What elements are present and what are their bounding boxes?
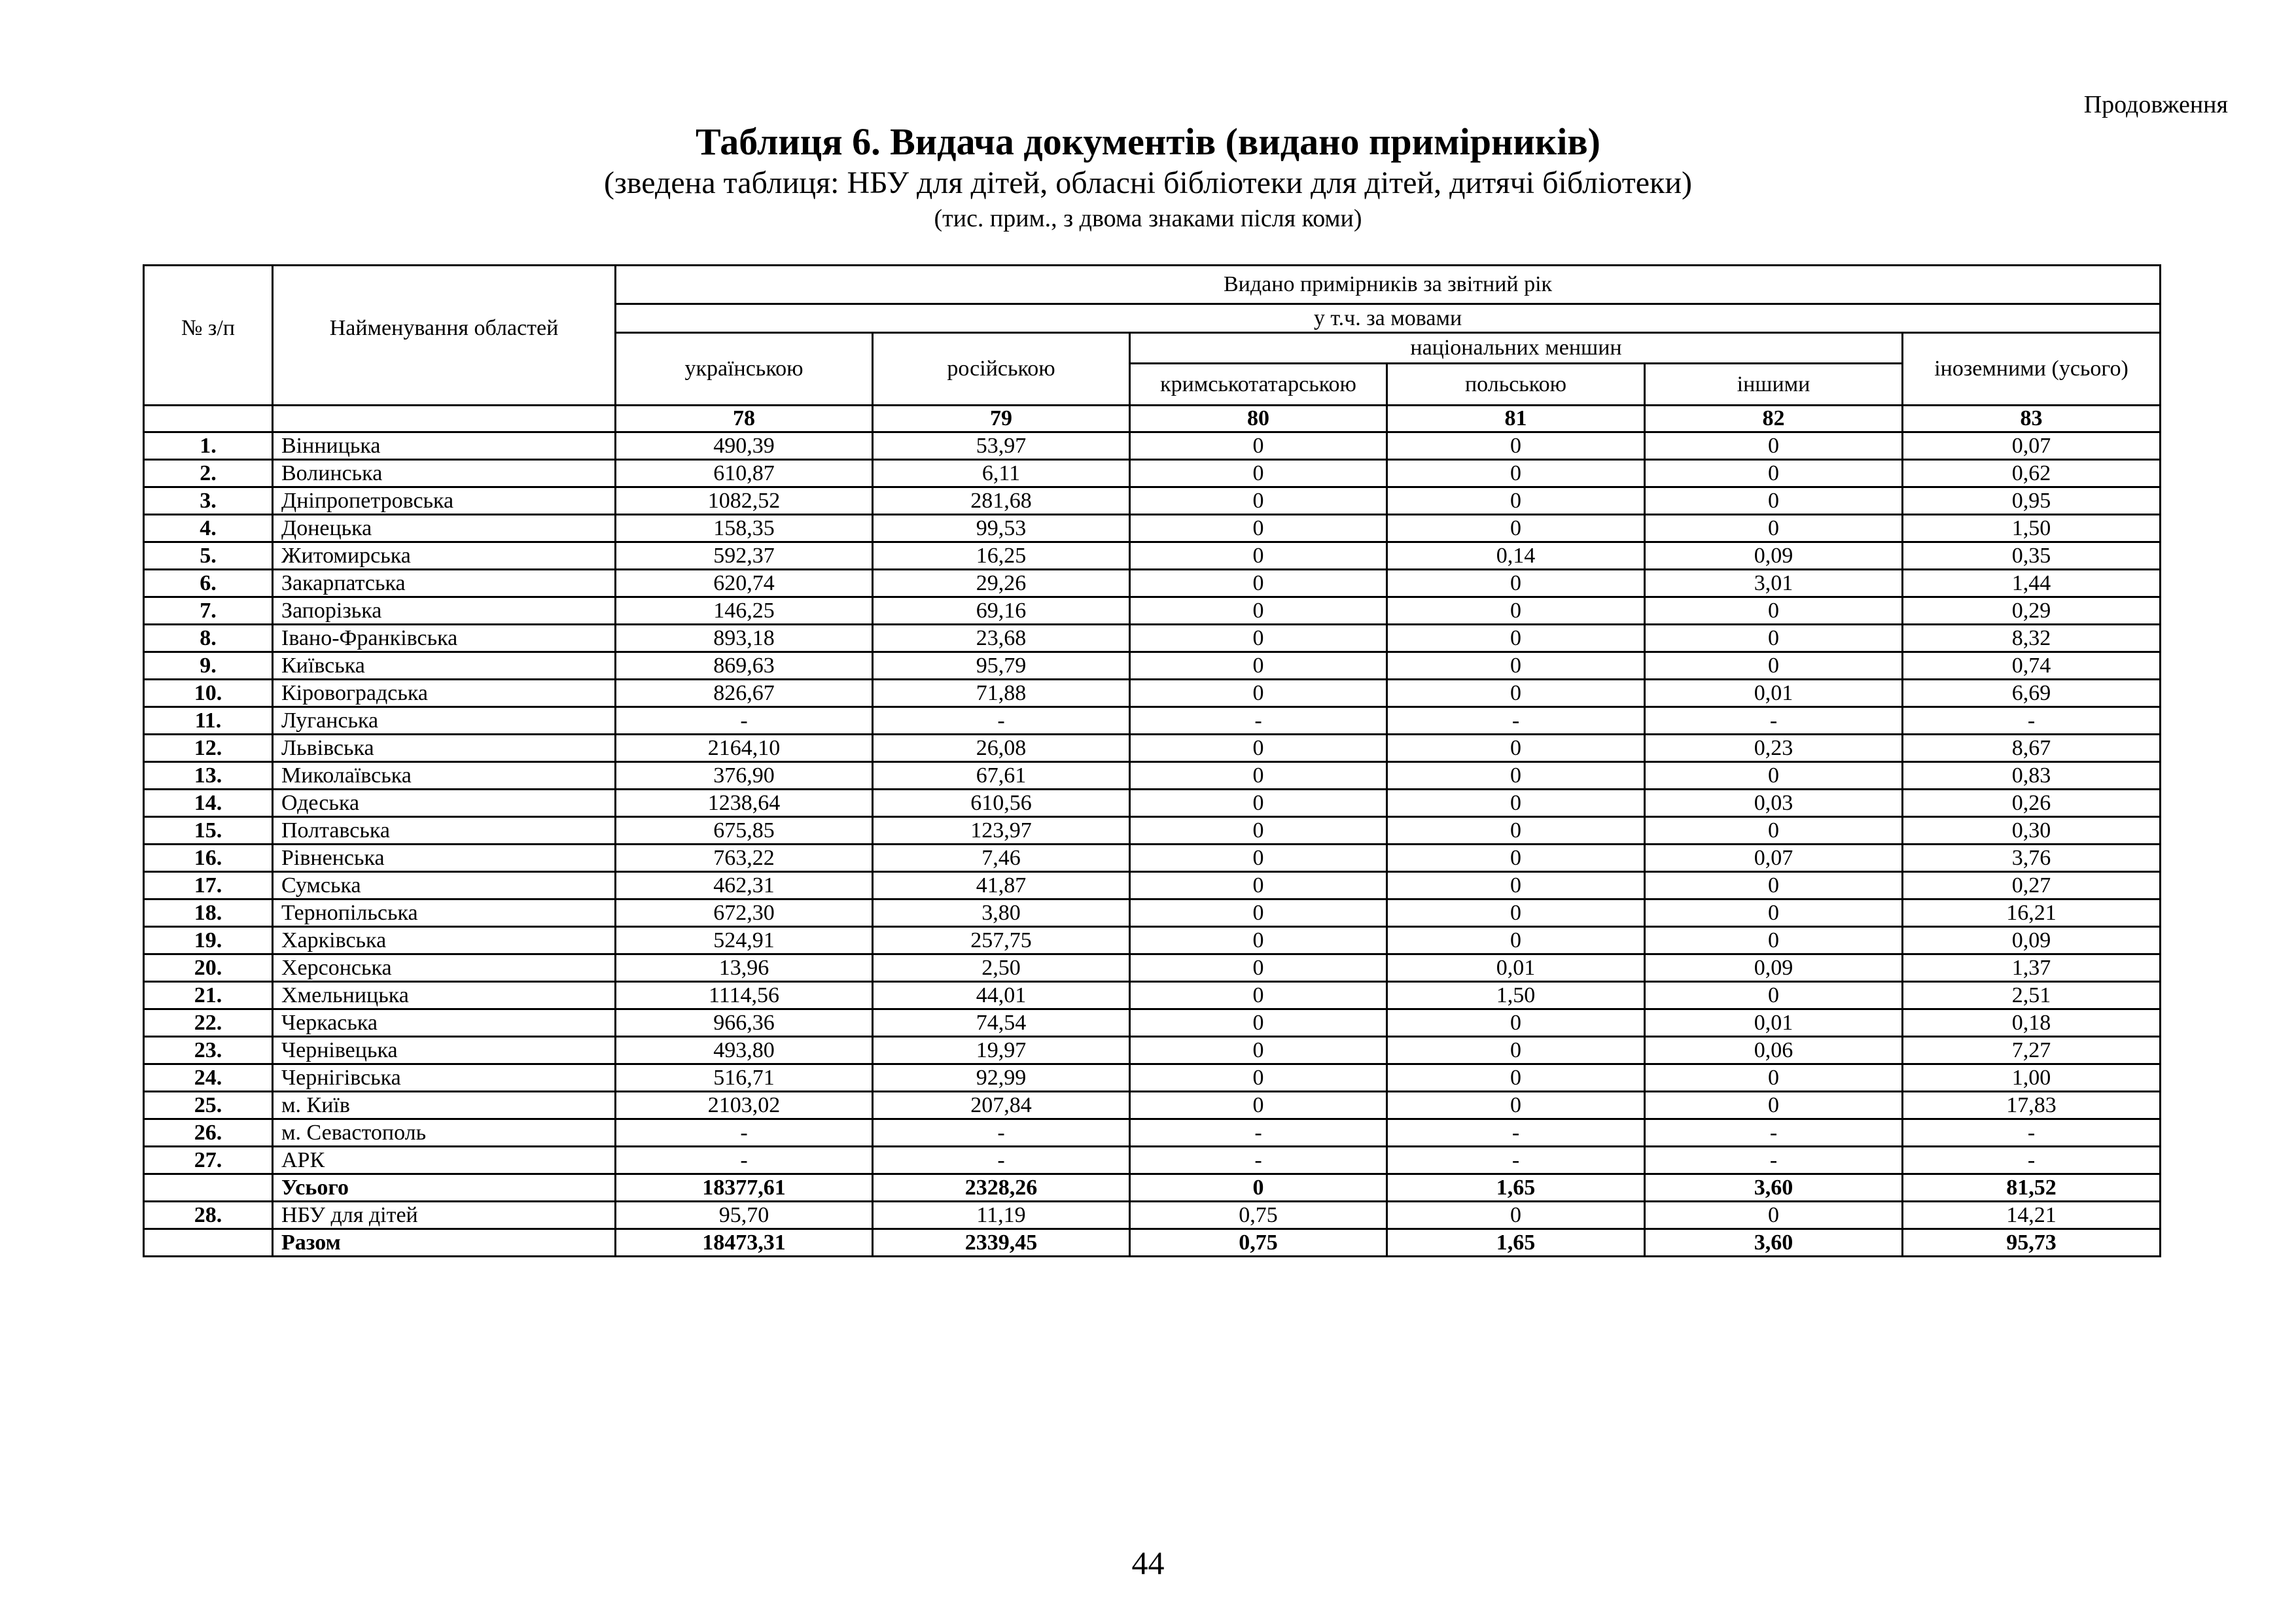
value-cell: 0: [1130, 680, 1387, 707]
value-cell: -: [1387, 707, 1645, 735]
value-cell: 620,74: [616, 570, 873, 597]
table-row: [144, 432, 2161, 460]
value-cell: 2339,45: [873, 1229, 1130, 1257]
value-cell: 0,09: [1645, 954, 1903, 982]
value-cell: 610,56: [873, 790, 1130, 817]
value-cell: 2328,26: [873, 1174, 1130, 1202]
value-cell: 7,46: [873, 845, 1130, 872]
value-cell: 0: [1387, 1092, 1645, 1119]
value-cell: 869,63: [616, 652, 873, 680]
value-cell: 675,85: [616, 817, 873, 845]
value-cell: 0: [1645, 1092, 1903, 1119]
value-cell: 281,68: [873, 487, 1130, 515]
value-cell: 672,30: [616, 899, 873, 927]
value-cell: 490,39: [616, 432, 873, 460]
region-name: НБУ для дітей: [273, 1202, 616, 1229]
region-name: Дніпропетровська: [273, 487, 616, 515]
value-cell: 0: [1645, 515, 1903, 542]
value-cell: 123,97: [873, 817, 1130, 845]
value-cell: 0: [1387, 1064, 1645, 1092]
table-row: [144, 652, 2161, 680]
value-cell: 8,32: [1903, 625, 2161, 652]
row-number: [144, 1174, 273, 1202]
header-crimean-tatar: кримськотатарською: [1130, 364, 1387, 406]
value-cell: 1,44: [1903, 570, 2161, 597]
value-cell: 0,29: [1903, 597, 2161, 625]
value-cell: 1,50: [1903, 515, 2161, 542]
value-cell: 763,22: [616, 845, 873, 872]
table-row: [144, 597, 2161, 625]
value-cell: -: [873, 707, 1130, 735]
region-name: Херсонська: [273, 954, 616, 982]
value-cell: 0,95: [1903, 487, 2161, 515]
value-cell: 0: [1387, 872, 1645, 899]
value-cell: 18377,61: [616, 1174, 873, 1202]
value-cell: 158,35: [616, 515, 873, 542]
value-cell: -: [1130, 707, 1387, 735]
value-cell: -: [1645, 1119, 1903, 1147]
row-number: 13.: [144, 762, 273, 790]
value-cell: 0: [1387, 515, 1645, 542]
region-name: Івано-Франківська: [273, 625, 616, 652]
value-cell: 0,26: [1903, 790, 2161, 817]
table-row: [144, 570, 2161, 597]
value-cell: 0: [1130, 1174, 1387, 1202]
page-number: 44: [1131, 1544, 1165, 1581]
region-name: Запорізька: [273, 597, 616, 625]
table-row: [144, 542, 2161, 570]
value-cell: 1,00: [1903, 1064, 2161, 1092]
header-other: іншими: [1645, 364, 1903, 406]
value-cell: 11,19: [873, 1202, 1130, 1229]
region-name: Полтавська: [273, 817, 616, 845]
header-number: № з/п: [144, 266, 273, 406]
value-cell: 0: [1130, 652, 1387, 680]
region-name: Житомирська: [273, 542, 616, 570]
value-cell: 0: [1130, 817, 1387, 845]
table-row: [144, 845, 2161, 872]
value-cell: 0: [1130, 570, 1387, 597]
value-cell: 2103,02: [616, 1092, 873, 1119]
column-number-blank: [273, 406, 616, 432]
value-cell: 0: [1130, 982, 1387, 1009]
value-cell: 69,16: [873, 597, 1130, 625]
value-cell: 0: [1645, 625, 1903, 652]
value-cell: 0: [1130, 790, 1387, 817]
table-row: [144, 1147, 2161, 1174]
row-number: 14.: [144, 790, 273, 817]
value-cell: -: [1387, 1147, 1645, 1174]
units-note: (тис. прим., з двома знаками після коми): [934, 205, 1362, 232]
row-number: 17.: [144, 872, 273, 899]
value-cell: 0: [1645, 597, 1903, 625]
column-number-blank: [144, 406, 273, 432]
value-cell: 18473,31: [616, 1229, 873, 1257]
row-number: 4.: [144, 515, 273, 542]
value-cell: 0: [1130, 460, 1387, 487]
value-cell: 3,76: [1903, 845, 2161, 872]
table-row: [144, 982, 2161, 1009]
row-number: 7.: [144, 597, 273, 625]
region-name: Кіровоградська: [273, 680, 616, 707]
value-cell: 0: [1387, 845, 1645, 872]
value-cell: 1114,56: [616, 982, 873, 1009]
value-cell: 893,18: [616, 625, 873, 652]
value-cell: 0,62: [1903, 460, 2161, 487]
region-name: Чернігівська: [273, 1064, 616, 1092]
value-cell: 19,97: [873, 1037, 1130, 1064]
value-cell: 0: [1130, 1037, 1387, 1064]
value-cell: 376,90: [616, 762, 873, 790]
value-cell: -: [1903, 1147, 2161, 1174]
value-cell: 0: [1130, 927, 1387, 954]
value-cell: 516,71: [616, 1064, 873, 1092]
value-cell: 0: [1645, 1064, 1903, 1092]
value-cell: 0,14: [1387, 542, 1645, 570]
table-row: [144, 707, 2161, 735]
value-cell: 0: [1645, 899, 1903, 927]
value-cell: 0: [1130, 762, 1387, 790]
value-cell: 0,23: [1645, 735, 1903, 762]
value-cell: 257,75: [873, 927, 1130, 954]
column-number: 82: [1645, 406, 1903, 432]
table-row: [144, 954, 2161, 982]
value-cell: 0,06: [1645, 1037, 1903, 1064]
row-number: 9.: [144, 652, 273, 680]
column-number: 80: [1130, 406, 1387, 432]
column-number: 81: [1387, 406, 1645, 432]
value-cell: 0,18: [1903, 1009, 2161, 1037]
header-foreign: іноземними (усього): [1903, 333, 2161, 406]
table-body: [144, 432, 2161, 1257]
table-row: [144, 817, 2161, 845]
row-number: 8.: [144, 625, 273, 652]
table-row: [144, 1229, 2161, 1257]
value-cell: 146,25: [616, 597, 873, 625]
table-row: [144, 899, 2161, 927]
value-cell: 3,80: [873, 899, 1130, 927]
region-name: Миколаївська: [273, 762, 616, 790]
value-cell: 2,50: [873, 954, 1130, 982]
table-row: [144, 1119, 2161, 1147]
value-cell: 0: [1130, 1009, 1387, 1037]
value-cell: 0: [1645, 872, 1903, 899]
header-russian: російською: [873, 333, 1130, 406]
value-cell: 1,37: [1903, 954, 2161, 982]
row-number: 5.: [144, 542, 273, 570]
row-number: 10.: [144, 680, 273, 707]
row-number: 6.: [144, 570, 273, 597]
value-cell: 0: [1645, 927, 1903, 954]
header-minorities: національних меншин: [1130, 333, 1903, 364]
value-cell: 966,36: [616, 1009, 873, 1037]
region-name: Луганська: [273, 707, 616, 735]
value-cell: 2164,10: [616, 735, 873, 762]
value-cell: -: [873, 1147, 1130, 1174]
header-polish: польською: [1387, 364, 1645, 406]
value-cell: -: [873, 1119, 1130, 1147]
table-subtitle: (зведена таблиця: НБУ для дітей, обласні бібліотеки для дітей, дитячі бібліотеки): [603, 166, 1693, 200]
value-cell: 0: [1130, 542, 1387, 570]
value-cell: 0: [1387, 790, 1645, 817]
value-cell: 17,83: [1903, 1092, 2161, 1119]
value-cell: 14,21: [1903, 1202, 2161, 1229]
row-number: 21.: [144, 982, 273, 1009]
value-cell: 0: [1645, 982, 1903, 1009]
value-cell: 0: [1130, 432, 1387, 460]
row-number: 24.: [144, 1064, 273, 1092]
region-name: Черкаська: [273, 1009, 616, 1037]
value-cell: -: [616, 1147, 873, 1174]
value-cell: 1,65: [1387, 1229, 1645, 1257]
region-name: Вінницька: [273, 432, 616, 460]
column-number: 78: [616, 406, 873, 432]
table-row: [144, 487, 2161, 515]
value-cell: 0: [1130, 625, 1387, 652]
value-cell: 95,79: [873, 652, 1130, 680]
row-number: 2.: [144, 460, 273, 487]
value-cell: -: [616, 707, 873, 735]
value-cell: 0,27: [1903, 872, 2161, 899]
value-cell: 95,73: [1903, 1229, 2161, 1257]
value-cell: 29,26: [873, 570, 1130, 597]
value-cell: 0,09: [1903, 927, 2161, 954]
value-cell: 0: [1387, 652, 1645, 680]
value-cell: 524,91: [616, 927, 873, 954]
region-name: м. Київ: [273, 1092, 616, 1119]
table-row: [144, 1037, 2161, 1064]
value-cell: 0,75: [1130, 1229, 1387, 1257]
value-cell: -: [1645, 707, 1903, 735]
value-cell: 41,87: [873, 872, 1130, 899]
value-cell: 0: [1387, 1202, 1645, 1229]
value-cell: -: [1130, 1147, 1387, 1174]
value-cell: 1238,64: [616, 790, 873, 817]
table-row: [144, 680, 2161, 707]
value-cell: 0: [1387, 570, 1645, 597]
value-cell: 0: [1387, 460, 1645, 487]
value-cell: 0: [1387, 1037, 1645, 1064]
region-name: АРК: [273, 1147, 616, 1174]
value-cell: 3,01: [1645, 570, 1903, 597]
value-cell: 0: [1645, 817, 1903, 845]
value-cell: 0: [1387, 597, 1645, 625]
table-row: [144, 735, 2161, 762]
value-cell: 16,25: [873, 542, 1130, 570]
value-cell: 95,70: [616, 1202, 873, 1229]
value-cell: 0: [1387, 487, 1645, 515]
value-cell: 53,97: [873, 432, 1130, 460]
column-number: 83: [1903, 406, 2161, 432]
row-number: 12.: [144, 735, 273, 762]
header-region-name: Найменування областей: [273, 266, 616, 406]
value-cell: 0: [1645, 1202, 1903, 1229]
table-row: [144, 1202, 2161, 1229]
table-row: [144, 1092, 2161, 1119]
table-row: [144, 927, 2161, 954]
value-cell: 0,01: [1387, 954, 1645, 982]
region-name: Сумська: [273, 872, 616, 899]
region-name: Хмельницька: [273, 982, 616, 1009]
row-number: 3.: [144, 487, 273, 515]
region-name: Чернівецька: [273, 1037, 616, 1064]
value-cell: 1,50: [1387, 982, 1645, 1009]
region-name: Тернопільська: [273, 899, 616, 927]
table-title: Таблиця 6. Видача документів (видано примірників): [696, 120, 1600, 163]
value-cell: 13,96: [616, 954, 873, 982]
column-number-row: [144, 406, 2161, 432]
value-cell: 3,60: [1645, 1174, 1903, 1202]
row-number: 27.: [144, 1147, 273, 1174]
issuance-table: [143, 264, 2161, 1257]
value-cell: 0,74: [1903, 652, 2161, 680]
row-number: 23.: [144, 1037, 273, 1064]
value-cell: 0: [1130, 597, 1387, 625]
region-name: Львівська: [273, 735, 616, 762]
value-cell: 826,67: [616, 680, 873, 707]
value-cell: 0: [1387, 432, 1645, 460]
value-cell: 67,61: [873, 762, 1130, 790]
value-cell: 16,21: [1903, 899, 2161, 927]
table-row: [144, 790, 2161, 817]
table-row: [144, 1009, 2161, 1037]
value-cell: 0: [1645, 652, 1903, 680]
value-cell: 71,88: [873, 680, 1130, 707]
row-number: 25.: [144, 1092, 273, 1119]
region-name: м. Севастополь: [273, 1119, 616, 1147]
value-cell: 0,30: [1903, 817, 2161, 845]
column-number: 79: [873, 406, 1130, 432]
value-cell: 207,84: [873, 1092, 1130, 1119]
row-number: 18.: [144, 899, 273, 927]
value-cell: 0,07: [1645, 845, 1903, 872]
value-cell: 0,75: [1130, 1202, 1387, 1229]
value-cell: 1,65: [1387, 1174, 1645, 1202]
value-cell: -: [1645, 1147, 1903, 1174]
value-cell: 23,68: [873, 625, 1130, 652]
value-cell: 0: [1387, 927, 1645, 954]
value-cell: 0,09: [1645, 542, 1903, 570]
value-cell: 0: [1645, 432, 1903, 460]
value-cell: 81,52: [1903, 1174, 2161, 1202]
value-cell: 92,99: [873, 1064, 1130, 1092]
value-cell: 0: [1130, 515, 1387, 542]
row-number: [144, 1229, 273, 1257]
row-number: 15.: [144, 817, 273, 845]
value-cell: 74,54: [873, 1009, 1130, 1037]
value-cell: 610,87: [616, 460, 873, 487]
continuation-label: Продовження: [2083, 91, 2228, 118]
value-cell: -: [1903, 707, 2161, 735]
value-cell: 0,07: [1903, 432, 2161, 460]
region-name: Усього: [273, 1174, 616, 1202]
table-row: [144, 515, 2161, 542]
value-cell: 0,01: [1645, 1009, 1903, 1037]
value-cell: -: [1387, 1119, 1645, 1147]
table-header: [144, 266, 2161, 432]
value-cell: -: [1903, 1119, 2161, 1147]
value-cell: 0: [1387, 817, 1645, 845]
row-number: 26.: [144, 1119, 273, 1147]
value-cell: 0: [1130, 872, 1387, 899]
row-number: 22.: [144, 1009, 273, 1037]
value-cell: 0: [1130, 735, 1387, 762]
value-cell: -: [616, 1119, 873, 1147]
table-row: [144, 460, 2161, 487]
value-cell: 6,69: [1903, 680, 2161, 707]
row-number: 16.: [144, 845, 273, 872]
value-cell: 0: [1130, 845, 1387, 872]
table-row: [144, 1174, 2161, 1202]
value-cell: 3,60: [1645, 1229, 1903, 1257]
row-number: 28.: [144, 1202, 273, 1229]
value-cell: 2,51: [1903, 982, 2161, 1009]
value-cell: 0,83: [1903, 762, 2161, 790]
value-cell: 0: [1387, 1009, 1645, 1037]
header-ukrainian: українською: [616, 333, 873, 406]
value-cell: 99,53: [873, 515, 1130, 542]
value-cell: 0: [1387, 762, 1645, 790]
value-cell: 7,27: [1903, 1037, 2161, 1064]
row-number: 19.: [144, 927, 273, 954]
region-name: Волинська: [273, 460, 616, 487]
value-cell: 0: [1387, 735, 1645, 762]
region-name: Рівненська: [273, 845, 616, 872]
region-name: Одеська: [273, 790, 616, 817]
value-cell: 0: [1130, 1064, 1387, 1092]
region-name: Разом: [273, 1229, 616, 1257]
value-cell: 0,35: [1903, 542, 2161, 570]
region-name: Донецька: [273, 515, 616, 542]
value-cell: 0: [1130, 954, 1387, 982]
value-cell: 0: [1130, 1092, 1387, 1119]
value-cell: 0: [1645, 487, 1903, 515]
value-cell: 0: [1645, 460, 1903, 487]
value-cell: 592,37: [616, 542, 873, 570]
value-cell: 462,31: [616, 872, 873, 899]
table-row: [144, 1064, 2161, 1092]
value-cell: 0: [1130, 487, 1387, 515]
value-cell: -: [1130, 1119, 1387, 1147]
value-cell: 26,08: [873, 735, 1130, 762]
region-name: Харківська: [273, 927, 616, 954]
value-cell: 6,11: [873, 460, 1130, 487]
table-row: [144, 762, 2161, 790]
row-number: 11.: [144, 707, 273, 735]
value-cell: 493,80: [616, 1037, 873, 1064]
value-cell: 0: [1387, 899, 1645, 927]
table-row: [144, 625, 2161, 652]
region-name: Київська: [273, 652, 616, 680]
value-cell: 0: [1645, 762, 1903, 790]
value-cell: 0,01: [1645, 680, 1903, 707]
header-by-language: у т.ч. за мовами: [616, 304, 2161, 333]
value-cell: 1082,52: [616, 487, 873, 515]
value-cell: 0: [1387, 680, 1645, 707]
value-cell: 44,01: [873, 982, 1130, 1009]
value-cell: 0: [1387, 625, 1645, 652]
row-number: 1.: [144, 432, 273, 460]
value-cell: 0: [1130, 899, 1387, 927]
header-issued: Видано примірників за звітний рік: [616, 266, 2161, 304]
table-row: [144, 872, 2161, 899]
row-number: 20.: [144, 954, 273, 982]
value-cell: 0,03: [1645, 790, 1903, 817]
value-cell: 8,67: [1903, 735, 2161, 762]
region-name: Закарпатська: [273, 570, 616, 597]
